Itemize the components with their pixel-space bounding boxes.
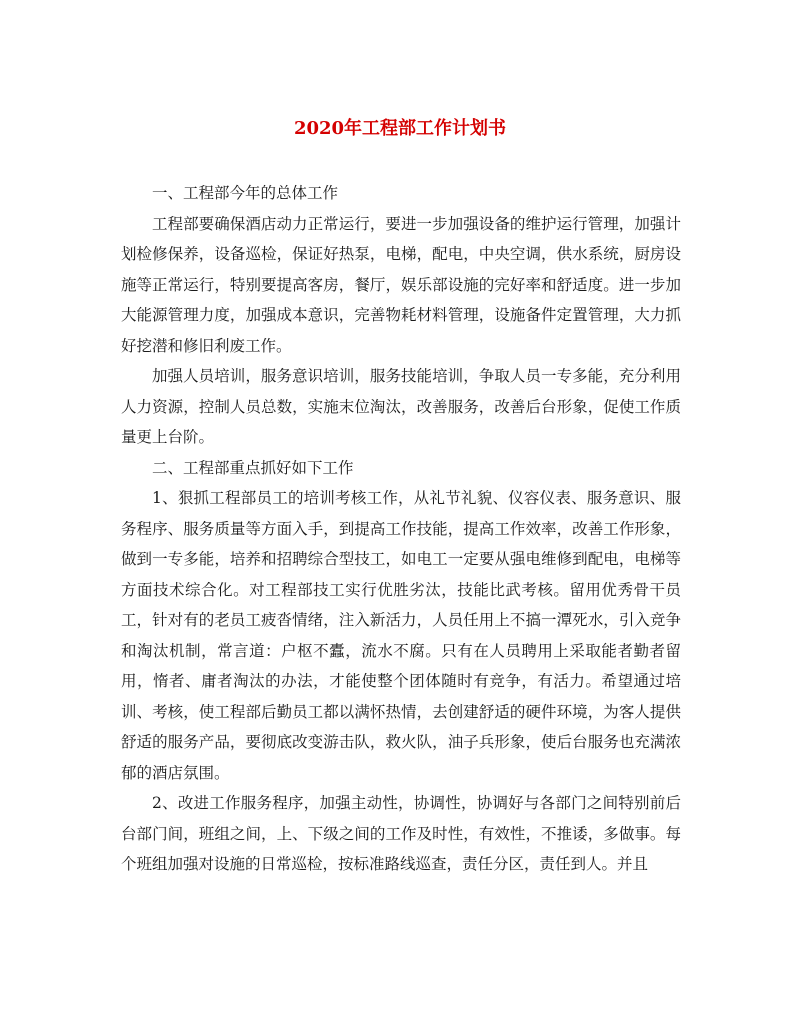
section-heading-1: 一、工程部今年的总体工作 [152, 184, 339, 202]
document-title: 2020年工程部工作计划书 [293, 118, 507, 139]
paragraph-1: 工程部要确保酒店动力正常运行，要进一步加强设备的维护运行管理，加强计划检修保养，设备巡检，保证好热泵，电梯，配电，中央空调，供水系统，厨房设施等正常运行，特别要提高客房，餐厅，娱乐部设施的完好率和舒适度。进一步加大能源管理力度，加强成本意识，完善物耗材料管理，设施备件定置管理，大力抓好挖潜和修旧利废工作。 [121, 214, 681, 355]
document-body [121, 178, 681, 880]
paragraph-4: 2、改进工作服务程序，加强主动性，协调性，协调好与各部门之间特别前后台部门间，班组之间，上、下级之间的工作及时性，有效性，不推诿，多做事。每个班组加强对设施的日常巡检，按标准路线巡查，责任分区，责任到人。并且 [121, 794, 681, 873]
paragraph-3: 1、狠抓工程部员工的培训考核工作，从礼节礼貌、仪容仪表、服务意识、服务程序、服务质量等方面入手，到提高工作技能，提高工作效率，改善工作形象，做到一专多能，培养和招聘综合型技工，如电工一定要从强电维修到配电，电梯等方面技术综合化。对工程部技工实行优胜劣汰，技能比武考核。留用优秀骨干员工，针对有的老员工疲沓情绪，注入新活力，人员任用上不搞一潭死水，引入竞争和淘汰机制，常言道：户枢不蠹，流水不腐。只有在人员聘用上采取能者勤者留用，惰者、庸者淘汰的办法，才能使整个团体随时有竞争，有活力。希望通过培训、考核，使工程部后勤员工都以满怀热情，去创建舒适的硬件环境，为客人提供舒适的服务产品，要彻底改变游击队，救火队，油子兵形象，使后台服务也充满浓郁的酒店氛围。 [121, 489, 681, 782]
section-heading-2: 二、工程部重点抓好如下工作 [152, 458, 354, 477]
paragraph-2: 加强人员培训，服务意识培训，服务技能培训，争取人员一专多能，充分利用人力资源，控制人员总数，实施末位淘汰，改善服务，改善后台形象，促使工作质量更上台阶。 [121, 367, 681, 446]
